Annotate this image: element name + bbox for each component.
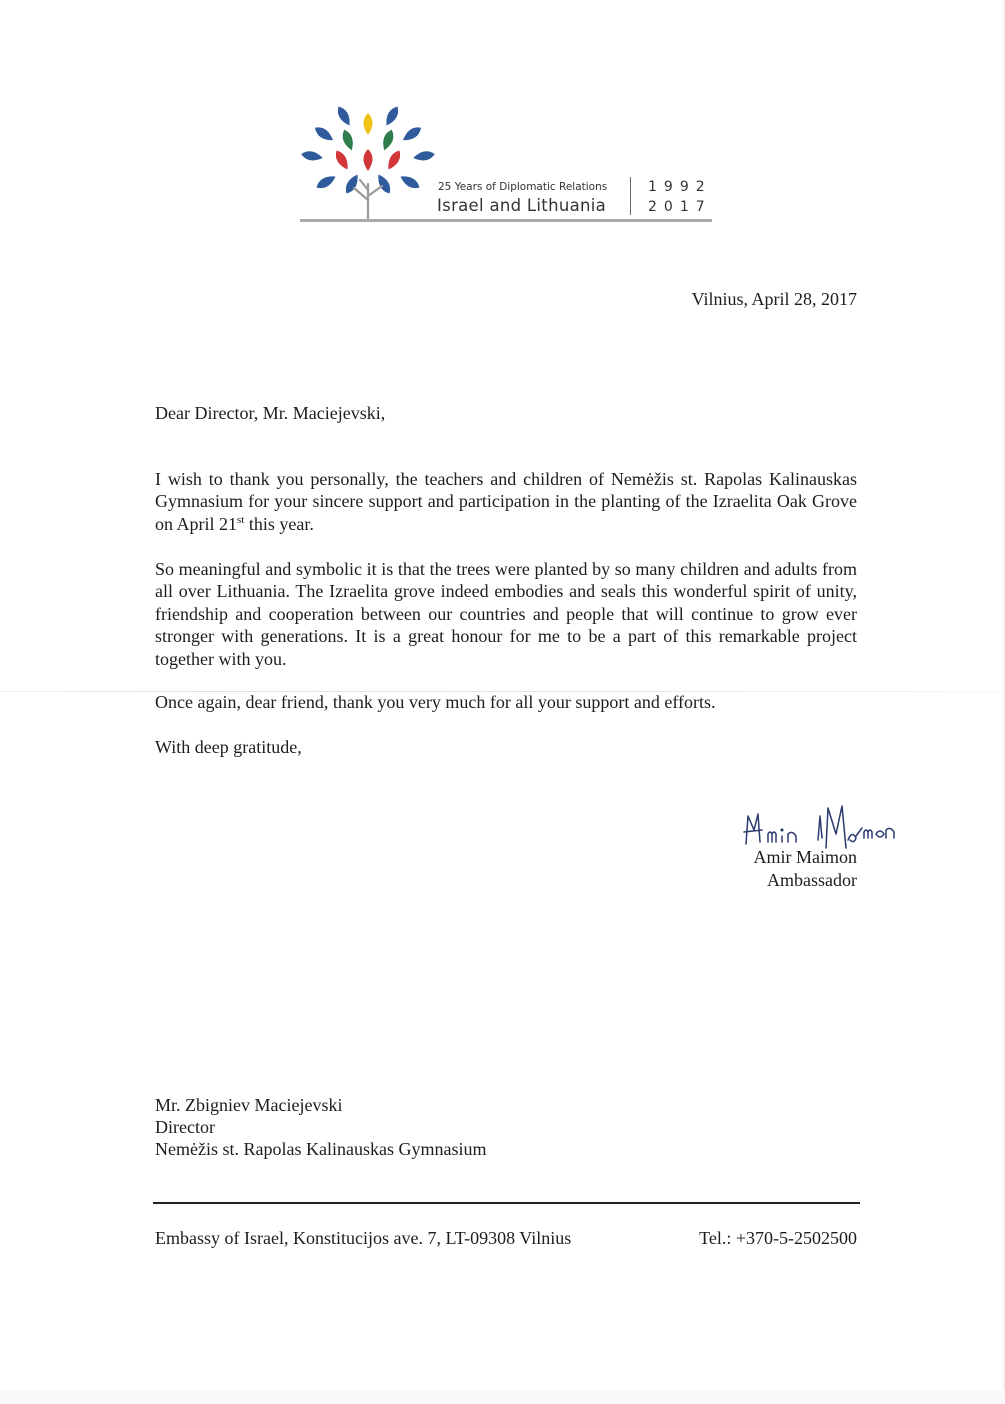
logo-leaf [312,124,335,144]
letter-date: Vilnius, April 28, 2017 [691,289,857,309]
tree-leaves-icon [298,104,438,222]
letterhead-rule [300,219,712,222]
logo-leaf [412,150,435,163]
logo-leaf [400,124,423,144]
logo-year-end: 2017 [648,199,712,215]
logo-leaf [380,128,396,152]
logo-leaf [335,104,354,128]
paper-bottom-edge [0,1390,1005,1404]
recipient-title: Director [155,1117,215,1137]
logo-leaf [300,150,323,163]
salutation: Dear Director, Mr. Maciejevski, [155,403,386,423]
ordinal-suffix: st [237,513,245,526]
logo-leaf [333,148,352,172]
logo-leaf [398,173,422,192]
closing: With deep gratitude, [155,737,302,757]
logo-leaf [375,172,394,196]
tree-trunk [354,180,382,220]
footer-rule [153,1202,860,1204]
letterhead-logo [298,104,712,226]
paragraph-symbolic: So meaningful and symbolic it is that the trees were planted by so many children and adults from all over Lithuania. The Izraelita grove indeed embodies and seals this wonderful spirit of unity, friendship and cooperation between our countries and people that will continue to grow ever stronger with generations. It is a great honour for me to be a part of this remarkable project together with you. [155,559,857,669]
paragraph-thanks-text: I wish to thank you personally, the teachers and children of Nemėžis st. Rapolas Kalinauskas Gymnasium for your sincere support and participation in the planting of the Izraelita Oak Grove on April 21 [155,469,857,534]
signer-title: Ambassador [767,870,857,890]
paragraph-thanks-end: this year. [244,513,314,534]
logo-leaf [364,113,373,135]
paragraph-thanks [155,468,857,535]
logo-leaf [383,104,402,128]
logo-leaf [364,149,373,171]
signer-name: Amir Maimon [753,847,857,867]
logo-leaf [314,173,338,192]
footer-telephone: Tel.: +370-5-2502500 [699,1228,857,1248]
recipient-block [155,1094,486,1160]
footer-address: Embassy of Israel, Konstitucijos ave. 7, LT-09308 Vilnius [155,1228,572,1248]
recipient-organization: Nemėžis st. Rapolas Kalinauskas Gymnasium [155,1139,487,1159]
logo-year-start: 1992 [648,179,712,195]
logo-divider [630,177,631,215]
paragraph-once-again: Once again, dear friend, thank you very much for all your support and efforts. [155,692,716,712]
logo-leaf [340,128,356,152]
logo-leaf [385,148,404,172]
logo-title: Israel and Lithuania [437,196,607,215]
recipient-name: Mr. Zbigniev Maciejevski [155,1095,343,1115]
logo-subtitle: 25 Years of Diplomatic Relations [438,181,608,193]
